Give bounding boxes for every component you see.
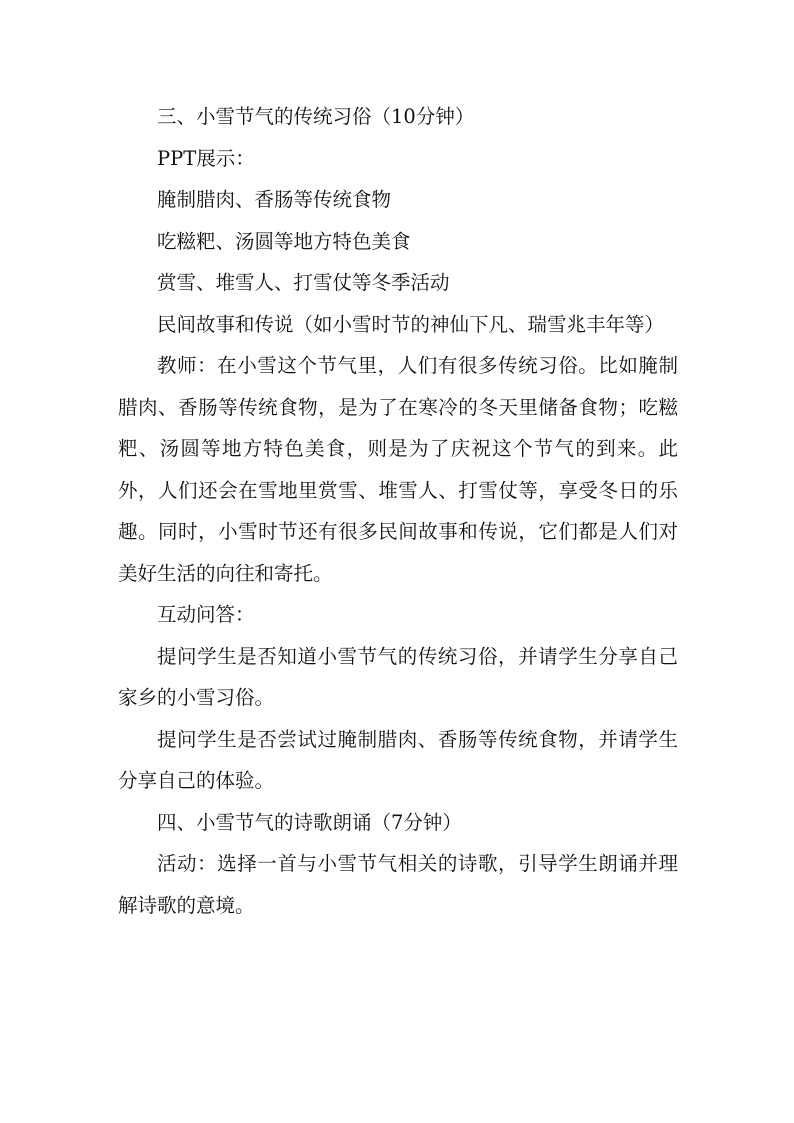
ppt-item-cured-meat: 腌制腊肉、香肠等传统食物 — [157, 188, 392, 211]
ppt-item-folk-stories: 民间故事和传说（如小雪时节的神仙下凡、瑞雪兆丰年等） — [157, 312, 665, 336]
question-food-experience: 提问学生是否尝试过腌制腊肉、香肠等传统食物，并请学生分享自己的体验。 — [118, 727, 678, 792]
interactive-qa-label: 互动问答： — [157, 603, 255, 626]
ppt-item-local-food: 吃糍粑、汤圆等地方特色美食 — [157, 229, 411, 253]
document-page — [118, 96, 678, 926]
section-heading-customs: 三、小雪节气的传统习俗（10分钟） — [157, 105, 475, 128]
section-heading-poetry: 四、小雪节气的诗歌朗诵（7分钟） — [157, 810, 462, 834]
question-hometown-customs: 提问学生是否知道小雪节气的传统习俗，并请学生分享自己家乡的小雪习俗。 — [118, 644, 678, 709]
activity-poetry-reading: 活动：选择一首与小雪节气相关的诗歌，引导学生朗诵并理解诗歌的意境。 — [118, 852, 678, 917]
ppt-label: PPT展示： — [157, 146, 255, 170]
teacher-explanation: 教师：在小雪这个节气里，人们有很多传统习俗。比如腌制腊肉、香肠等传统食物，是为了在寒冷的冬天里储备食物；吃糍粑、汤圆等地方特色美食，则是为了庆祝这个节气的到来。此外，人们还会在雪地里赏雪、堆雪人、打雪仗等，享受冬日的乐趣。同时，小雪时节还有很多民间故事和传说，它们都是人们对美好生活的向往和寄托。 — [118, 354, 678, 585]
ppt-item-winter-activities: 赏雪、堆雪人、打雪仗等冬季活动 — [157, 271, 450, 294]
